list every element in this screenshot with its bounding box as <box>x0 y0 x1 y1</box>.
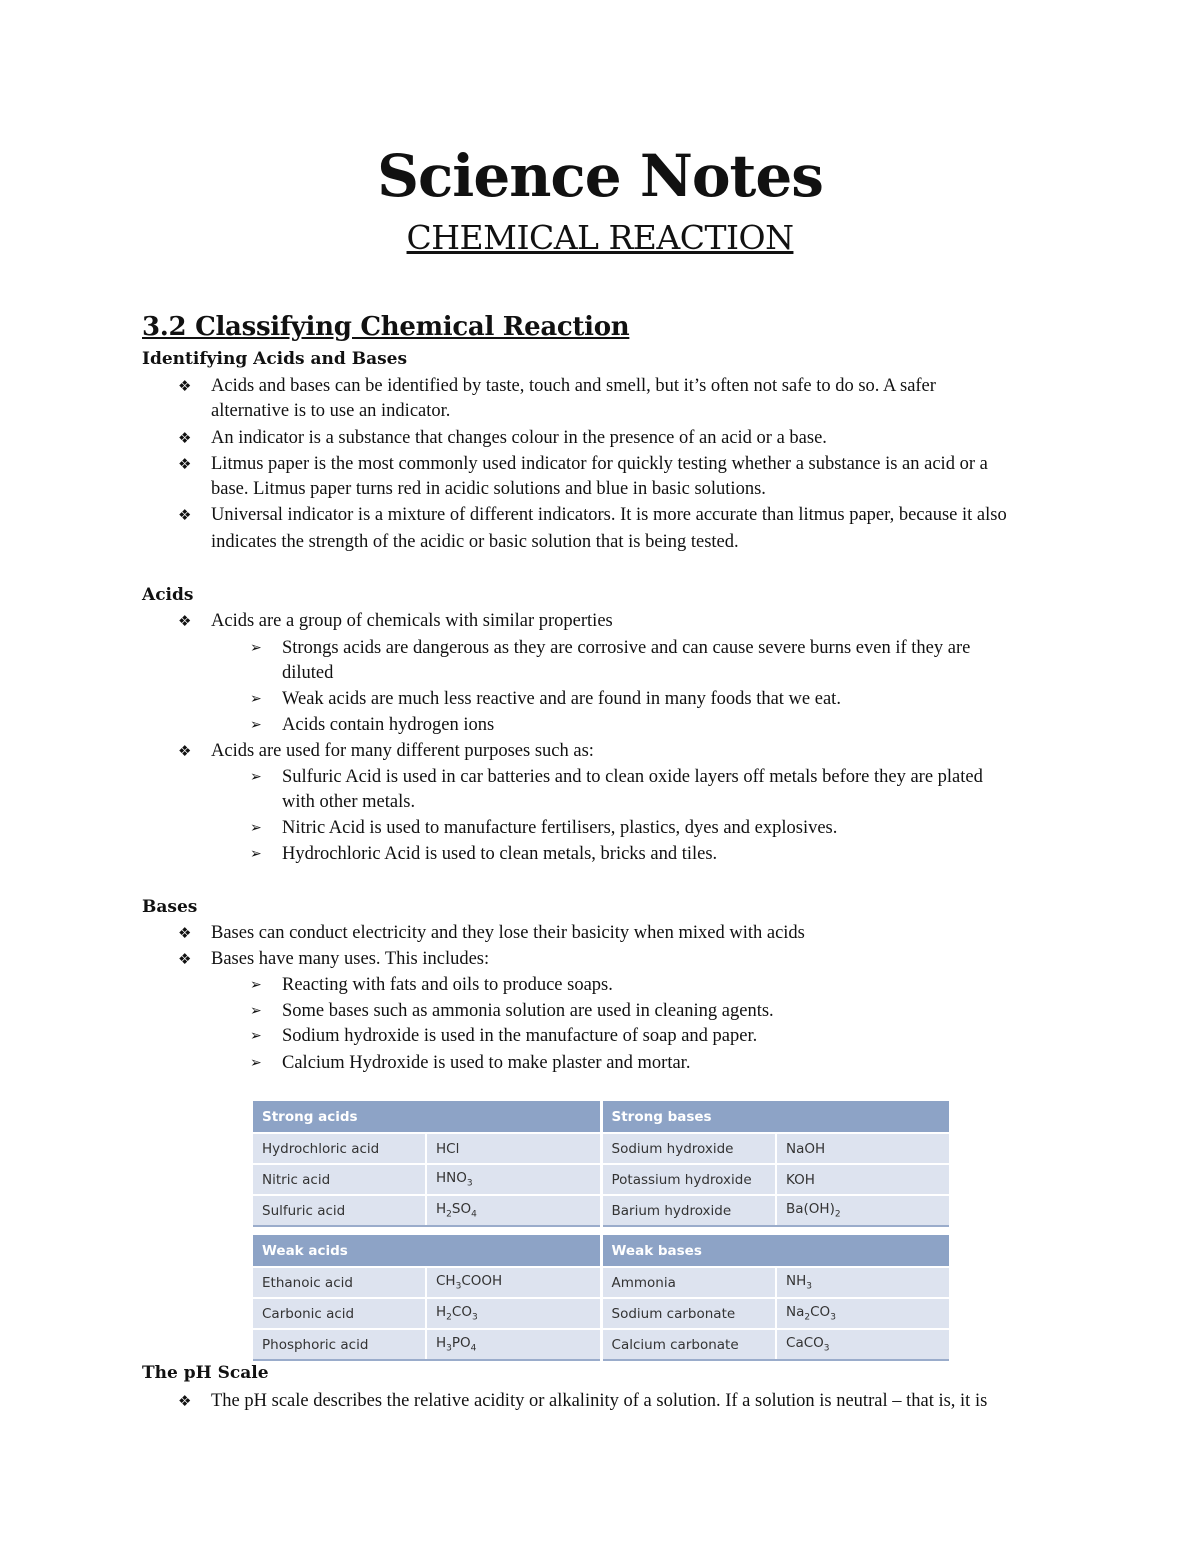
list-item-continuation: indicates the strength of the acidic or basic solution that is being tested. <box>211 532 739 552</box>
table-row <box>253 1133 949 1164</box>
acid-formula-cell: HCl <box>426 1133 601 1164</box>
base-formula-cell: $Na_2CO_3$ <box>776 1298 949 1329</box>
base-formula-cell: $Ba(OH)_2$ <box>776 1195 949 1226</box>
table-row <box>253 1298 949 1329</box>
sub-list-item-continuation: diluted <box>282 663 334 683</box>
list-item: Bases can conduct electricity and they lose their basicity when mixed with acids <box>211 923 805 943</box>
strong-table <box>253 1101 949 1227</box>
identifying-heading: Identifying Acids and Bases <box>142 349 408 369</box>
base-formula-cell: CaCO$_3$ <box>776 1329 949 1360</box>
acid-formula-cell: $HNO_3$ <box>426 1164 601 1195</box>
list-item-continuation: base. Litmus paper turns red in acidic solutions and blue in basic solutions. <box>211 479 766 499</box>
acid-formula-cell: $H_2SO_4$ <box>426 1195 601 1226</box>
bullet-icon: ❖ <box>178 612 192 630</box>
arrow-bullet-icon: ➢ <box>250 1003 262 1019</box>
arrow-bullet-icon: ➢ <box>250 1028 262 1044</box>
arrow-bullet-icon: ➢ <box>250 977 262 993</box>
list-item: Universal indicator is a mixture of different indicators. It is more accurate than litmus paper, because it also <box>211 505 1007 525</box>
acid-name-cell: Sulfuric acid <box>253 1195 426 1226</box>
sub-list-item: Acids contain hydrogen ions <box>282 715 495 735</box>
acid-name-cell: Carbonic acid <box>253 1298 426 1329</box>
list-item: The pH scale describes the relative acidity or alkalinity of a solution. If a solution is neutral – that is, it is <box>211 1391 988 1411</box>
list-item: Bases have many uses. This includes: <box>211 949 490 969</box>
base-formula-cell: KOH <box>776 1164 949 1195</box>
base-name-cell: Sodium carbonate <box>601 1298 776 1329</box>
sub-list-item: Calcium Hydroxide is used to make plaster and mortar. <box>282 1053 691 1073</box>
acid-name-cell: Hydrochloric acid <box>253 1133 426 1164</box>
list-item: Acids and bases can be identified by taste, touch and smell, but it’s often not safe to do so. A safer <box>211 376 936 396</box>
table-header-row <box>253 1101 949 1133</box>
bullet-icon: ❖ <box>178 924 192 942</box>
bullet-icon: ❖ <box>178 429 192 447</box>
arrow-bullet-icon: ➢ <box>250 820 262 836</box>
weak-table <box>253 1235 949 1361</box>
arrow-bullet-icon: ➢ <box>250 1055 262 1071</box>
strong-acids-header: Strong acids <box>253 1101 601 1133</box>
sub-list-item: Hydrochloric Acid is used to clean metals, bricks and tiles. <box>282 844 718 864</box>
base-name-cell: Ammonia <box>601 1267 776 1298</box>
bases-heading: Bases <box>142 897 198 917</box>
section-heading: 3.2 Classifying Chemical Reaction <box>142 312 630 342</box>
bullet-icon: ❖ <box>178 455 192 473</box>
base-name-cell: Barium hydroxide <box>601 1195 776 1226</box>
acids-bases-table <box>253 1101 949 1361</box>
table-row <box>253 1267 949 1298</box>
acid-formula-cell: $H_2CO_3$ <box>426 1298 601 1329</box>
table-row <box>253 1164 949 1195</box>
base-formula-cell: NaOH <box>776 1133 949 1164</box>
acids-heading: Acids <box>142 585 194 605</box>
sub-list-item: Some bases such as ammonia solution are used in cleaning agents. <box>282 1001 774 1021</box>
arrow-bullet-icon: ➢ <box>250 640 262 656</box>
page-title: Science Notes <box>377 142 823 210</box>
arrow-bullet-icon: ➢ <box>250 717 262 733</box>
acid-name-cell: Phosphoric acid <box>253 1329 426 1360</box>
sub-list-item: Reacting with fats and oils to produce soaps. <box>282 975 613 995</box>
table-header-row <box>253 1235 949 1267</box>
table-row <box>253 1329 949 1360</box>
arrow-bullet-icon: ➢ <box>250 691 262 707</box>
page-subtitle: CHEMICAL REACTION <box>406 218 794 257</box>
base-formula-cell: $NH_3$ <box>776 1267 949 1298</box>
sub-list-item: Strongs acids are dangerous as they are corrosive and can cause severe burns even if they are <box>282 638 971 658</box>
arrow-bullet-icon: ➢ <box>250 769 262 785</box>
acid-formula-cell: $CH_3COOH$ <box>426 1267 601 1298</box>
sub-list-item-continuation: with other metals. <box>282 792 416 812</box>
weak-bases-header: Weak bases <box>601 1235 949 1267</box>
list-item: Litmus paper is the most commonly used indicator for quickly testing whether a substance is an acid or a <box>211 454 988 474</box>
bullet-icon: ❖ <box>178 377 192 395</box>
bullet-icon: ❖ <box>178 742 192 760</box>
arrow-bullet-icon: ➢ <box>250 846 262 862</box>
bullet-icon: ❖ <box>178 950 192 968</box>
table-row <box>253 1195 949 1226</box>
acid-name-cell: Ethanoic acid <box>253 1267 426 1298</box>
sub-list-item: Weak acids are much less reactive and are found in many foods that we eat. <box>282 689 841 709</box>
base-name-cell: Sodium hydroxide <box>601 1133 776 1164</box>
acid-name-cell: Nitric acid <box>253 1164 426 1195</box>
strong-bases-header: Strong bases <box>601 1101 949 1133</box>
acid-formula-cell: $H_3PO_4$ <box>426 1329 601 1360</box>
bullet-icon: ❖ <box>178 506 192 524</box>
base-name-cell: Potassium hydroxide <box>601 1164 776 1195</box>
sub-list-item: Nitric Acid is used to manufacture fertilisers, plastics, dyes and explosives. <box>282 818 838 838</box>
list-item: Acids are used for many different purposes such as: <box>211 741 594 761</box>
sub-list-item: Sodium hydroxide is used in the manufacture of soap and paper. <box>282 1026 758 1046</box>
bullet-icon: ❖ <box>178 1392 192 1410</box>
list-item: An indicator is a substance that changes colour in the presence of an acid or a base. <box>211 428 827 448</box>
base-name-cell: Calcium carbonate <box>601 1329 776 1360</box>
list-item: Acids are a group of chemicals with similar properties <box>211 611 613 631</box>
list-item-continuation: alternative is to use an indicator. <box>211 401 451 421</box>
weak-acids-header: Weak acids <box>253 1235 601 1267</box>
sub-list-item: Sulfuric Acid is used in car batteries and to clean oxide layers off metals before they are plated <box>282 767 983 787</box>
ph-heading: The pH Scale <box>142 1363 269 1383</box>
